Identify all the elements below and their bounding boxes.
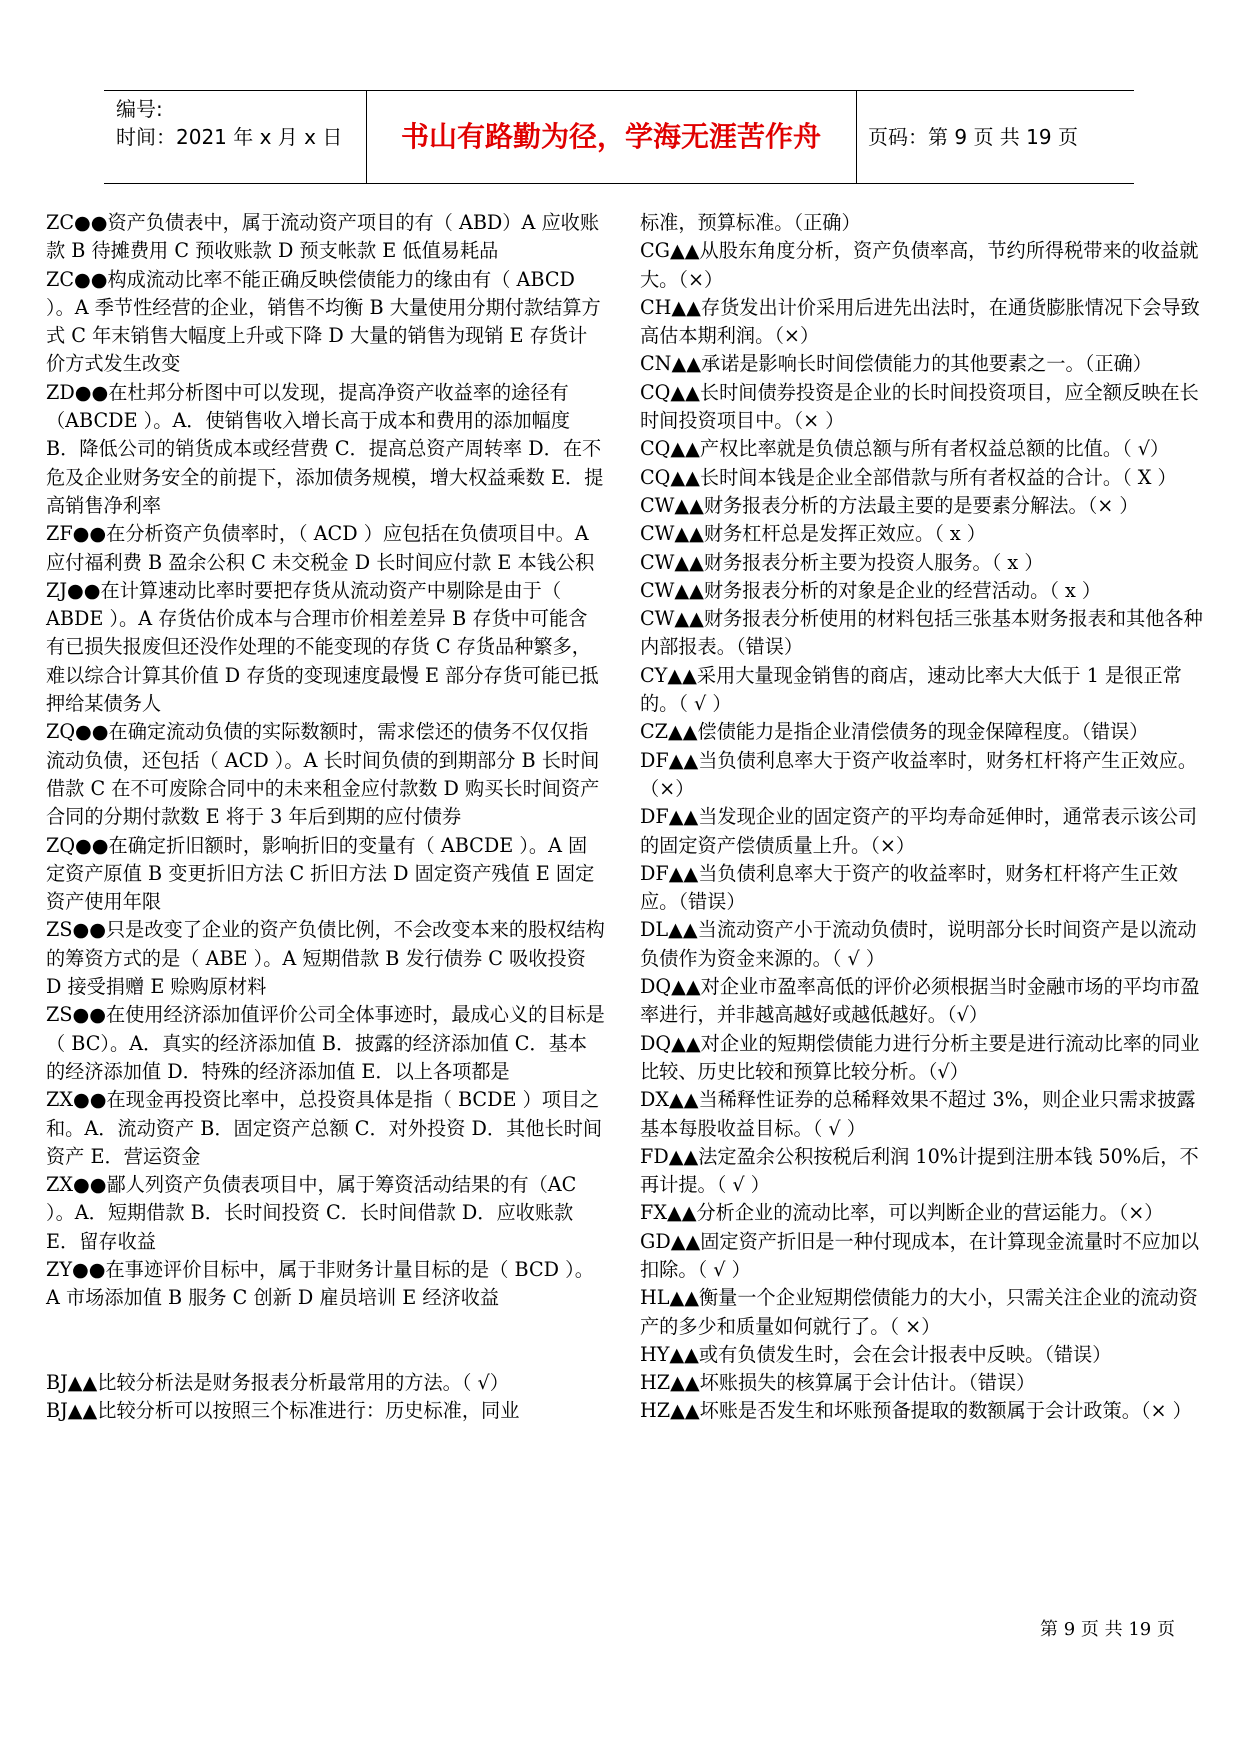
question-item: FX▲▲分析企业的流动比率，可以判断企业的营运能力。（×） — [640, 1201, 1164, 1225]
question-item: DQ▲▲对企业市盈率高低的评价必须根据当时金融市场的平均市盈率进行，并非越高越好或越低越好。（√） — [640, 975, 1200, 1027]
section-gap — [46, 1313, 606, 1369]
document-number-label: 编号: — [116, 97, 163, 121]
question-item: ZS●●只是改变了企业的资产负债比例，不会改变本来的股权结构的筹资方式的是（ ABE ）。A 短期借款 B 发行债券 C 吸收投资 D 接受捐赠 E 赊购原材料 — [46, 918, 605, 999]
question-item: CQ▲▲长时间本钱是企业全部借款与所有者权益的合计。（ X ） — [640, 465, 1177, 489]
question-item: ZC●●资产负债表中，属于流动资产项目的有（ ABD）A 应收账款 B 待摊费用 C 预收账款 D 预支帐款 E 低值易耗品 — [46, 211, 600, 263]
question-item: ZS●●在使用经济添加值评价公司全体事迹时，最成心义的目标是（ BC）。A．真实的经济添加值 B．披露的经济添加值 C．基本的经济添加值 D．特殊的经济添加值 E．以上各项都是 — [46, 1003, 605, 1083]
question-item: ZJ●●在计算速动比率时要把存货从流动资产中剔除是由于（ ABDE ）。A 存货估价成本与合理市价相差差异 B 存货中可能含有已损失报废但还没作处理的不能变现的存货 C 存货品种繁多，难以综合计算其价值 D 存货的变现速度最慢 E 部分存货可能已抵押给某债务人 — [46, 578, 599, 716]
question-item: CW▲▲财务报表分析的方法最主要的是要素分解法。（× ） — [640, 493, 1139, 517]
header-divider — [856, 91, 857, 183]
question-item: CH▲▲存货发出计价采用后进先出法时，在通货膨胀情况下会导致高估本期利润。（×） — [640, 295, 1200, 348]
header-meta — [116, 95, 342, 151]
question-item: ZF●●在分析资产负债率时，（ ACD ）应包括在负债项目中。A 应付福利费 B 盈余公积 C 未交税金 D 长时间应付款 E 本钱公积 — [46, 522, 595, 574]
question-item: CQ▲▲长时间债券投资是企业的长时间投资项目，应全额反映在长时间投资项目中。（× ） — [640, 380, 1199, 433]
question-item: DF▲▲当负债利息率大于资产收益率时，财务杠杆将产生正效应。（×） — [640, 748, 1198, 800]
question-item: ZQ●●在确定流动负债的实际数额时，需求偿还的债务不仅仅指流动负债，还包括（ ACD ）。A 长时间负债的到期部分 B 长时间借款 C 在不可废除合同中的未来租金应付款数 D 购买长时间资产合同的分期付款数 E 将于 3 年后到期的应付债券 — [46, 720, 600, 829]
page-footer: 第 9 页 共 19 页 — [1040, 1619, 1175, 1640]
question-item: 标准，预算标准。（正确） — [640, 211, 861, 234]
question-item: HY▲▲或有负债发生时，会在会计报表中反映。（错误） — [640, 1342, 1112, 1366]
question-item: DX▲▲当稀释性证券的总稀释效果不超过 3%，则企业只需求披露基本每股收益目标。（ √ ） — [640, 1088, 1196, 1140]
question-item: CZ▲▲偿债能力是指企业清偿债务的现金保障程度。（错误） — [640, 720, 1149, 744]
question-item: CY▲▲采用大量现金销售的商店，速动比率大大低于 1 是很正常的。（ √ ） — [640, 663, 1182, 716]
question-item: CW▲▲财务报表分析主要为投资人服务。（ x ） — [640, 550, 1044, 574]
question-item: DF▲▲当发现企业的固定资产的平均寿命延伸时，通常表示该公司的固定资产偿债质量上升。（×） — [640, 805, 1198, 857]
header-page-label: 页码：第 9 页 共 19 页 — [868, 125, 1078, 149]
question-item: HZ▲▲坏账是否发生和坏账预备提取的数额属于会计政策。（× ） — [640, 1399, 1192, 1423]
question-item: HL▲▲衡量一个企业短期偿债能力的大小，只需关注企业的流动资产的多少和质量如何就行了。（ ×） — [640, 1286, 1198, 1338]
question-item: ZD●●在杜邦分析图中可以发现，提高净资产收益率的途径有（ABCDE ）。A．使销售收入增长高于成本和费用的添加幅度 B．降低公司的销货成本或经营费 C．提高总资产周转率 D．在不危及企业财务安全的前提下，添加债务规模，增大权益乘数 E．提高销售净利率 — [46, 380, 604, 517]
question-item: DF▲▲当负债利息率大于资产的收益率时，财务杠杆将产生正效应。（错误） — [640, 861, 1178, 914]
header-divider — [366, 91, 367, 183]
question-item: ZQ●●在确定折旧额时，影响折旧的变量有（ ABCDE ）。A 固定资产原值 B 变更折旧方法 C 折旧方法 D 固定资产残值 E 固定资产使用年限 — [46, 833, 595, 914]
question-item: CQ▲▲产权比率就是负债总额与所有者权益总额的比值。（ √） — [640, 437, 1170, 461]
document-time-label: 时间：2021 年 x 月 x 日 — [116, 125, 343, 149]
question-item: ZX●●在现金再投资比率中，总投资具体是指（ BCDE ）项目之和。A．流动资产 B．固定资产总额 C．对外投资 D．其他长时间资产 E．营运资金 — [46, 1088, 603, 1168]
question-item: DQ▲▲对企业的短期偿债能力进行分析主要是进行流动比率的同业比较、历史比较和预算比较分析。（√） — [640, 1031, 1200, 1083]
question-item: CN▲▲承诺是影响长时间偿债能力的其他要素之一。（正确） — [640, 352, 1152, 376]
question-item: HZ▲▲坏账损失的核算属于会计估计。（错误） — [640, 1371, 1036, 1395]
question-item: CG▲▲从股东角度分析，资产负债率高，节约所得税带来的收益就大。（×） — [640, 239, 1199, 291]
question-item: GD▲▲固定资产折旧是一种付现成本，在计算现金流量时不应加以扣除。（ √ ） — [640, 1229, 1200, 1281]
question-item: BJ▲▲比较分析法是财务报表分析最常用的方法。（ √） — [46, 1370, 509, 1394]
page-header — [104, 90, 1134, 184]
right-column — [640, 209, 1210, 1426]
header-motto: 书山有路勤为径，学海无涯苦作舟 — [400, 120, 821, 153]
question-item: CW▲▲财务报表分析使用的材料包括三张基本财务报表和其他各种内部报表。（错误） — [640, 607, 1203, 659]
question-item: ZX●●鄙人列资产负债表项目中，属于筹资活动结果的有（AC ）。A．短期借款 B．长时间投资 C．长时间借款 D．应收账款 E．留存收益 — [46, 1173, 577, 1253]
question-item: DL▲▲当流动资产小于流动负债时，说明部分长时间资产是以流动负债作为资金来源的。（ √ ） — [640, 918, 1197, 970]
question-item: CW▲▲财务报表分析的对象是企业的经营活动。（ x ） — [640, 578, 1102, 602]
question-item: ZY●●在事迹评价目标中，属于非财务计量目标的是（ BCD ）。A 市场添加值 B 服务 C 创新 D 雇员培训 E 经济收益 — [46, 1257, 594, 1310]
left-column — [46, 209, 606, 1425]
question-item: BJ▲▲比较分析可以按照三个标准进行：历史标准，同业 — [46, 1398, 520, 1422]
question-item: ZC●●构成流动比率不能正确反映偿债能力的缘由有（ ABCD ）。A 季节性经营的企业，销售不均衡 B 大量使用分期付款结算方式 C 年末销售大幅度上升或下降 D 大量的销售为现销 E 存货计价方式发生改变 — [46, 267, 601, 376]
question-item: FD▲▲法定盈余公积按税后利润 10%计提到注册本钱 50%后，不再计提。（ √ ） — [640, 1144, 1199, 1197]
question-item: CW▲▲财务杠杆总是发挥正效应。（ x ） — [640, 522, 986, 546]
